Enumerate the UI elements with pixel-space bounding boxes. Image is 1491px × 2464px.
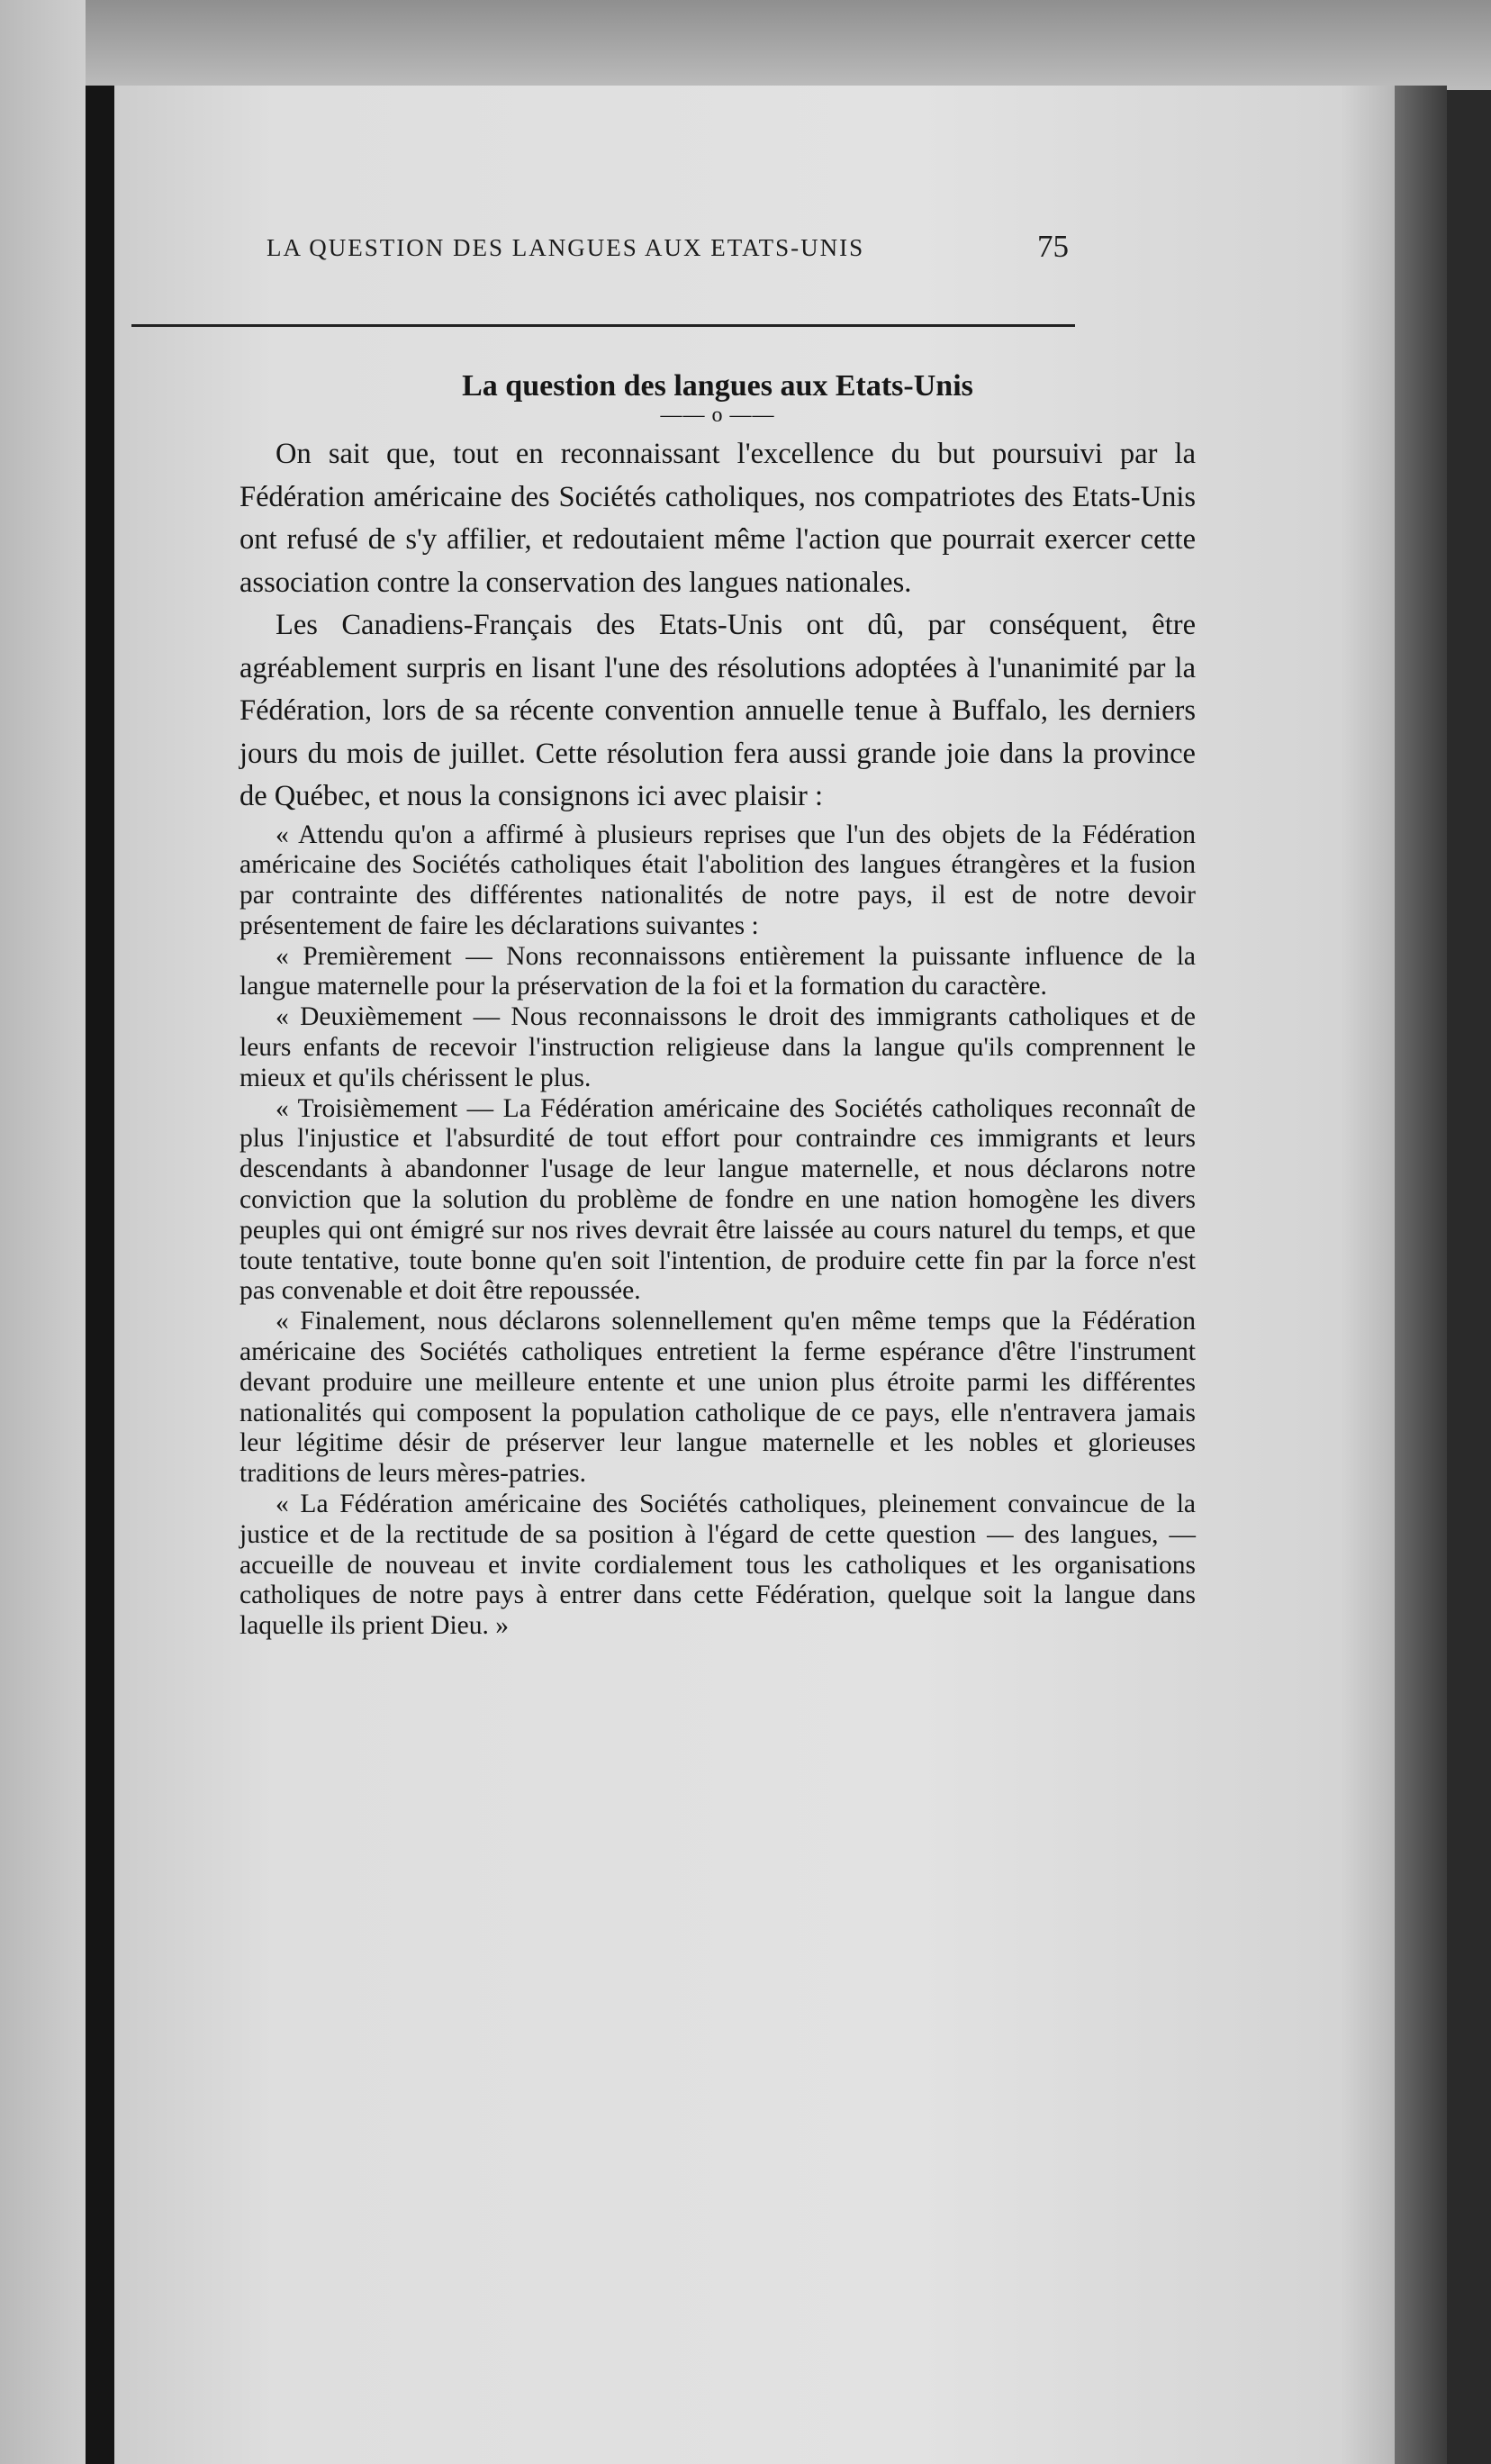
article-title: La question des langues aux Etats-Unis <box>462 369 973 403</box>
quote-paragraph: « Deuxièmement — Nous reconnaissons le droit des immigrants catholiques et de leurs enfants de recevoir l'instruction religieuse dans la langue qu'ils comprennent le mieux et qu'ils chérissent le plus. <box>239 1002 1196 1092</box>
page-number: 75 <box>1037 229 1069 264</box>
paragraph: On sait que, tout en reconnaissant l'excellence du but poursuivi par la Fédération américaine des Sociétés catholiques, nos compatriotes des Etats-Unis ont refusé de s'y affilier, et redoutaient même l'action que pourrait exercer cette association contre la conservation des langues nationales. <box>239 438 1196 599</box>
page-edge-shadow <box>1395 86 1447 2464</box>
quote-paragraph: « Attendu qu'on a affirmé à plusieurs reprises que l'un des objets de la Fédération américaine des Sociétés catholiques était l'abolition des langues étrangères et la fusion par contrainte des différentes nationalités de notre pays, il est de notre devoir présentement de faire les déclarations suivantes : <box>239 820 1196 940</box>
book-spine-shadow <box>86 86 114 2464</box>
quote-paragraph: « Troisièmement — La Fédération américaine des Sociétés catholiques reconnaît de plus l'injustice et l'absurdité de tout effort pour contraindre ces immigrants et leurs descendants à abandonner l'usage de leur langue maternelle, et nous déclarons notre conviction que la solution du problème de fondre en une nation homogène les divers peuples qui ont émigré sur nos rives devrait être laissée au cours naturel du temps, et que toute tentative, toute bonne qu'en soit l'intention, de produire cette fin par la force n'est pas convenable et doit être repoussée. <box>239 1093 1196 1306</box>
resolution-quote <box>239 820 1196 1643</box>
running-head: LA QUESTION DES LANGUES AUX ETATS-UNIS <box>267 234 865 261</box>
article <box>239 369 1196 1642</box>
scan-background-left <box>0 0 86 2464</box>
header-rule <box>131 324 1075 327</box>
paragraph: Les Canadiens-Français des Etats-Unis ont dû, par conséquent, être agréablement surpris en lisant l'une des résolutions adoptées à l'unanimité par la Fédération, lors de sa récente convention annuelle tenue à Buffalo, les derniers jours du mois de juillet. Cette résolution fera aussi grande joie dans la province de Québec, et nous la consignons ici avec plaisir : <box>239 609 1196 812</box>
title-separator: —— o —— <box>660 403 775 427</box>
quote-paragraph: « La Fédération américaine des Sociétés catholiques, pleinement convaincue de la justice et de la rectitude de sa position à l'égard de cette question — des langues, — accueille de nouveau et invite cordialement tous les catholiques et les organisations catholiques de notre pays à entrer dans cette Fédération, quelque soit la langue dans laquelle ils prient Dieu. » <box>239 1490 1196 1641</box>
page-header <box>131 207 1075 263</box>
quote-paragraph: « Finalement, nous déclarons solennellement qu'en même temps que la Fédération américaine des Sociétés catholiques entretient la ferme espérance d'être l'instrument devant produire une meilleure entente et une union plus étroite parmi les différentes nationalités qui composent la population catholique de ce pays, elle n'entravera jamais leur légitime désir de préserver leur langue maternelle et les nobles et glorieuses traditions de leurs mères-patries. <box>239 1307 1196 1489</box>
scan-background-top <box>0 0 1491 90</box>
article-intro <box>239 433 1196 819</box>
quote-paragraph: « Premièrement — Nons reconnaissons entièrement la puissante influence de la langue maternelle pour la préservation de la foi et la formation du caractère. <box>239 941 1196 1001</box>
